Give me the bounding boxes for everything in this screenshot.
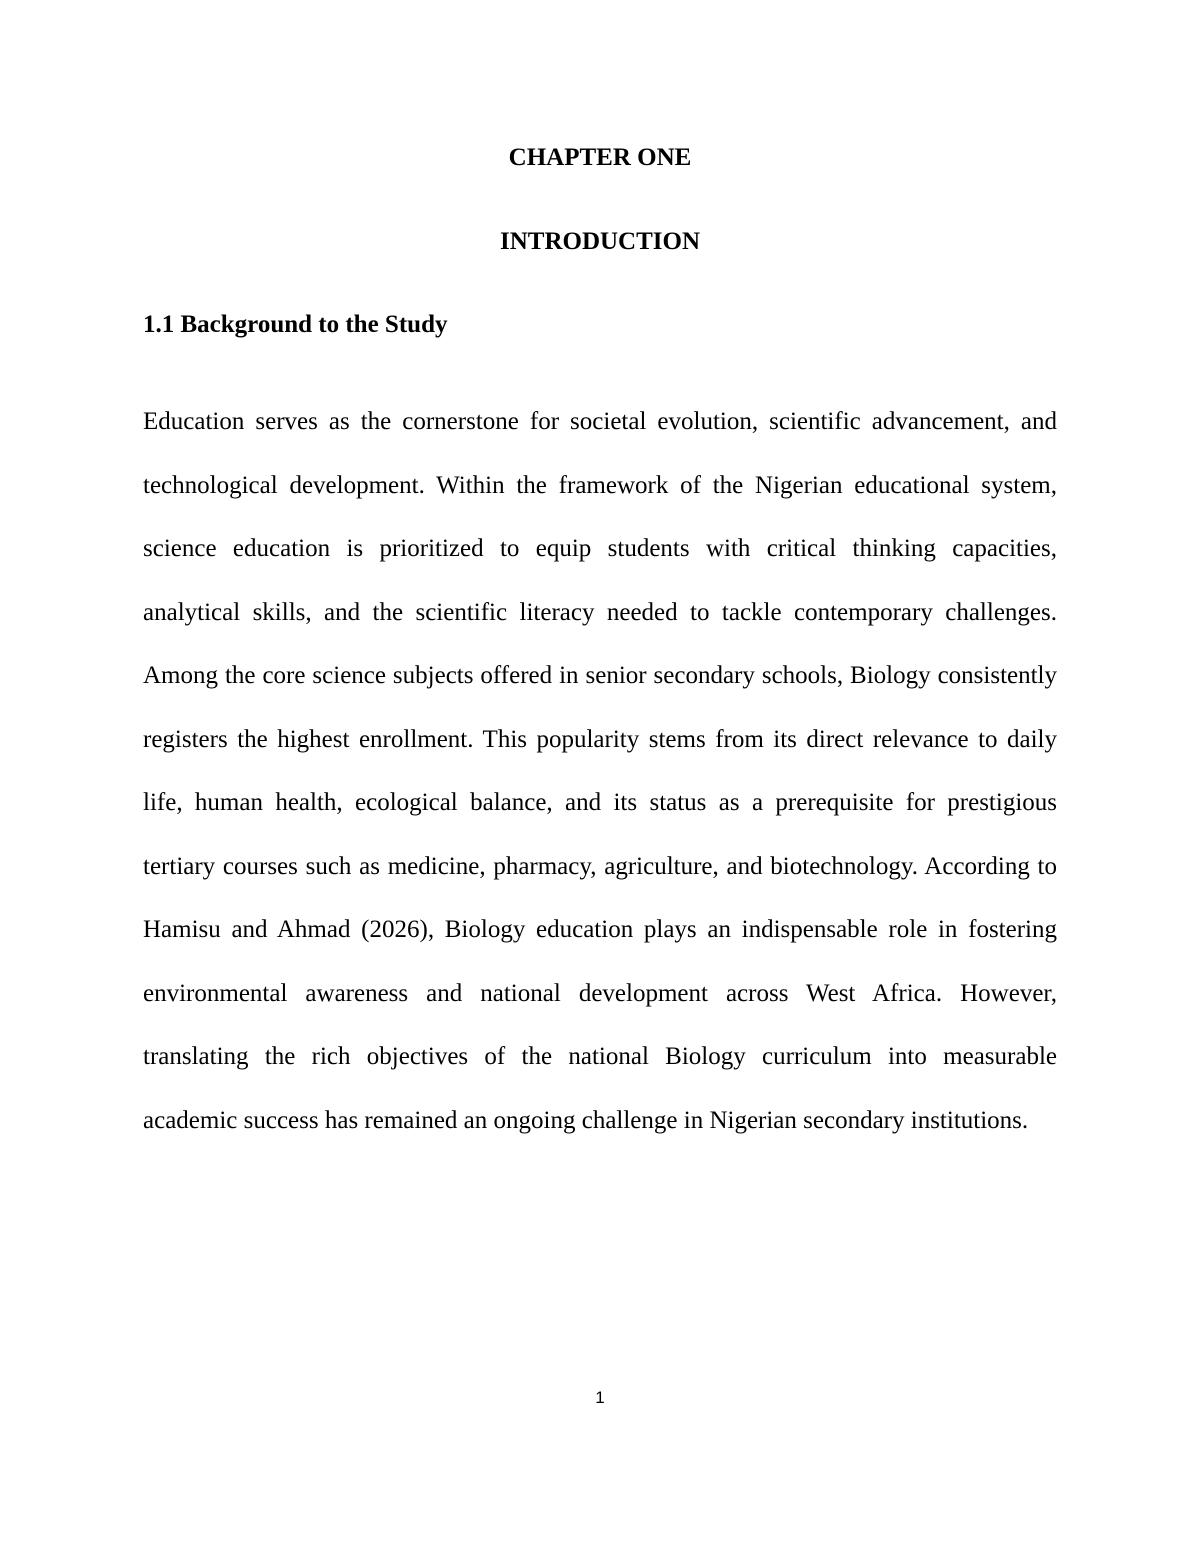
body-paragraph: Education serves as the cornerstone for societal evolution, scientific advancement, and technological development. Within the framework of the Nigerian educational system, science education is prioritized to equip students with critical thinking capacities, analytical skills, and the scientific literacy needed to tackle contemporary challenges. Among the core science subjects offered in senior secondary schools, Biology consistently registers the highest enrollment. This popularity stems from its direct relevance to daily life, human health, ecological balance, and its status as a prerequisite for prestigious tertiary courses such as medicine, pharmacy, agriculture, and biotechnology. According to Hamisu and Ahmad (2026), Biology education plays an indispensable role in fostering environmental awareness and national development across West Africa. However, translating the rich objectives of the national Biology curriculum into measurable academic success has remained an ongoing challenge in Nigerian secondary institutions. (143, 408, 1057, 1134)
page-number: 1 (595, 1388, 605, 1407)
chapter-title: CHAPTER ONE (508, 144, 692, 171)
chapter-subtitle: INTRODUCTION (499, 228, 701, 255)
section-heading: 1.1 Background to the Study (143, 311, 448, 338)
